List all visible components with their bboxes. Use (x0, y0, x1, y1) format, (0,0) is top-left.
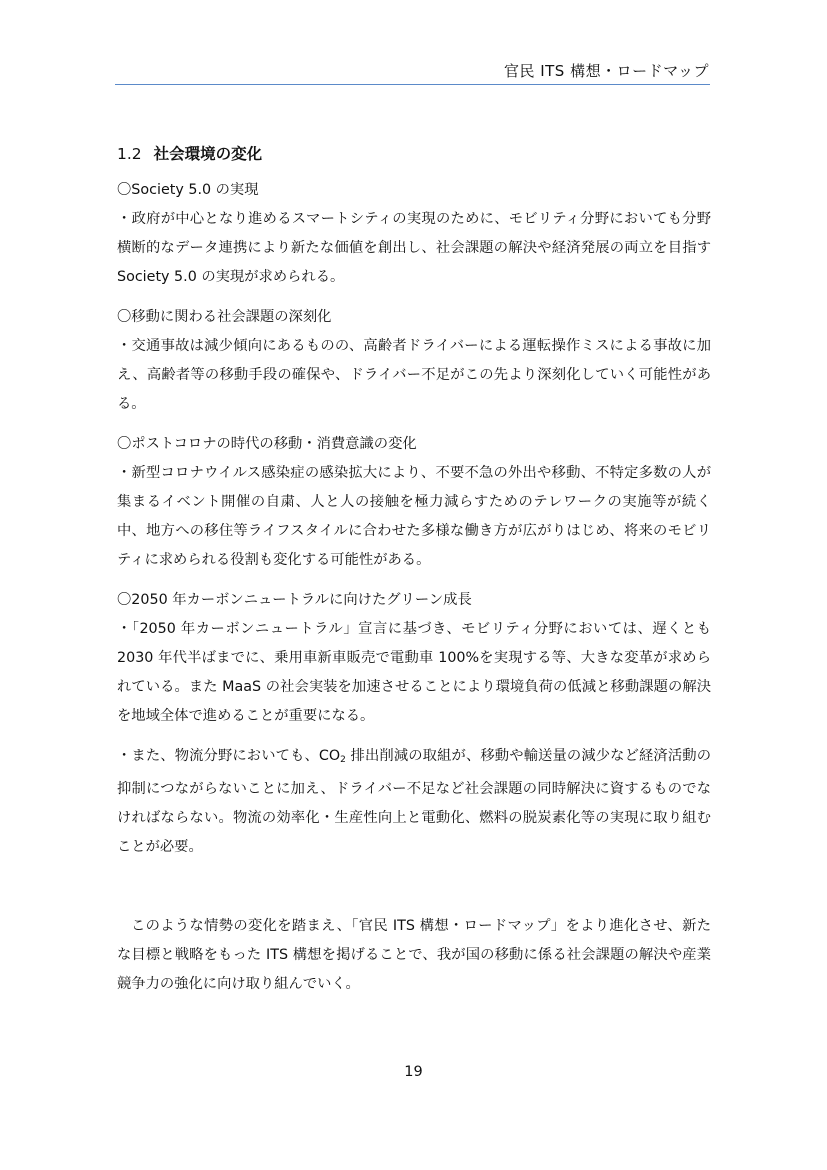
topic-post-corona (117, 430, 711, 575)
topic-heading: 〇2050 年カーボンニュートラルに向けたグリーン成長 (117, 592, 472, 608)
section-title: 社会環境の変化 (153, 145, 263, 163)
topic-mobility-issues (117, 303, 711, 419)
logistics-text-1: ・また、物流分野においても、CO (117, 748, 341, 764)
running-header: 官民 ITS 構想・ロードマップ (503, 62, 709, 80)
logistics-text-2: 排出削減の取組が、移動や輸送量の減少など経済活動の抑制につながらないことに加え、ドライバー不足など社会課題の同時解決に資するものでなければならない。物流の効率化・生産性向上と電動化、燃料の脱炭素化等の実現に取り組むことが必要。 (117, 748, 711, 855)
topic-carbon-neutral (117, 586, 711, 731)
topic-logistics (117, 742, 711, 862)
header-divider (115, 84, 710, 85)
section-number: 1.2 (117, 145, 142, 163)
section-heading (117, 140, 711, 169)
page-number: 19 (404, 1064, 423, 1080)
topic-heading: 〇ポストコロナの時代の移動・消費意識の変化 (117, 436, 417, 452)
logistics-body (117, 742, 711, 862)
topic-heading: 〇移動に関わる社会課題の深刻化 (117, 309, 332, 325)
topic-body: ・新型コロナウイルス感染症の感染拡大により、不要不急の外出や移動、不特定多数の人が集まるイベント開催の自粛、人と人の接触を極力減らすためのテレワークの実施等が続く中、地方への移住等ライフスタイルに合わせた多様な働き方が広がりはじめ、将来のモビリティに求められる役割も変化する可能性がある。 (117, 465, 711, 568)
closing-paragraph (117, 912, 711, 999)
topic-society5 (117, 176, 711, 292)
topic-body: ・「2050 年カーボンニュートラル」宣言に基づき、モビリティ分野においては、遅くとも 2030 年代半ばまでに、乗用車新車販売で電動車 100%を実現する等、大きな変革が求められている。また MaaS の社会実装を加速させることにより環境負荷の低減と移動課題の解決を地域全体で進めることが重要になる。 (117, 621, 711, 724)
co2-subscript: 2 (340, 755, 346, 765)
topic-body: ・交通事故は減少傾向にあるものの、高齢者ドライバーによる運転操作ミスによる事故に加え、高齢者等の移動手段の確保や、ドライバー不足がこの先より深刻化していく可能性がある。 (117, 338, 711, 412)
closing-text: このような情勢の変化を踏まえ、「官民 ITS 構想・ロードマップ」をより進化させ、新たな目標と戦略をもった ITS 構想を掲げることで、我が国の移動に係る社会課題の解決や産業競争力の強化に向け取り組んでいく。 (117, 918, 711, 992)
topic-body: ・政府が中心となり進めるスマートシティの実現のために、モビリティ分野においても分野横断的なデータ連携により新たな価値を創出し、社会課題の解決や経済発展の両立を目指す Society 5.0 の実現が求められる。 (117, 211, 711, 285)
page-body (117, 140, 711, 999)
topic-heading: 〇Society 5.0 の実現 (117, 182, 259, 198)
